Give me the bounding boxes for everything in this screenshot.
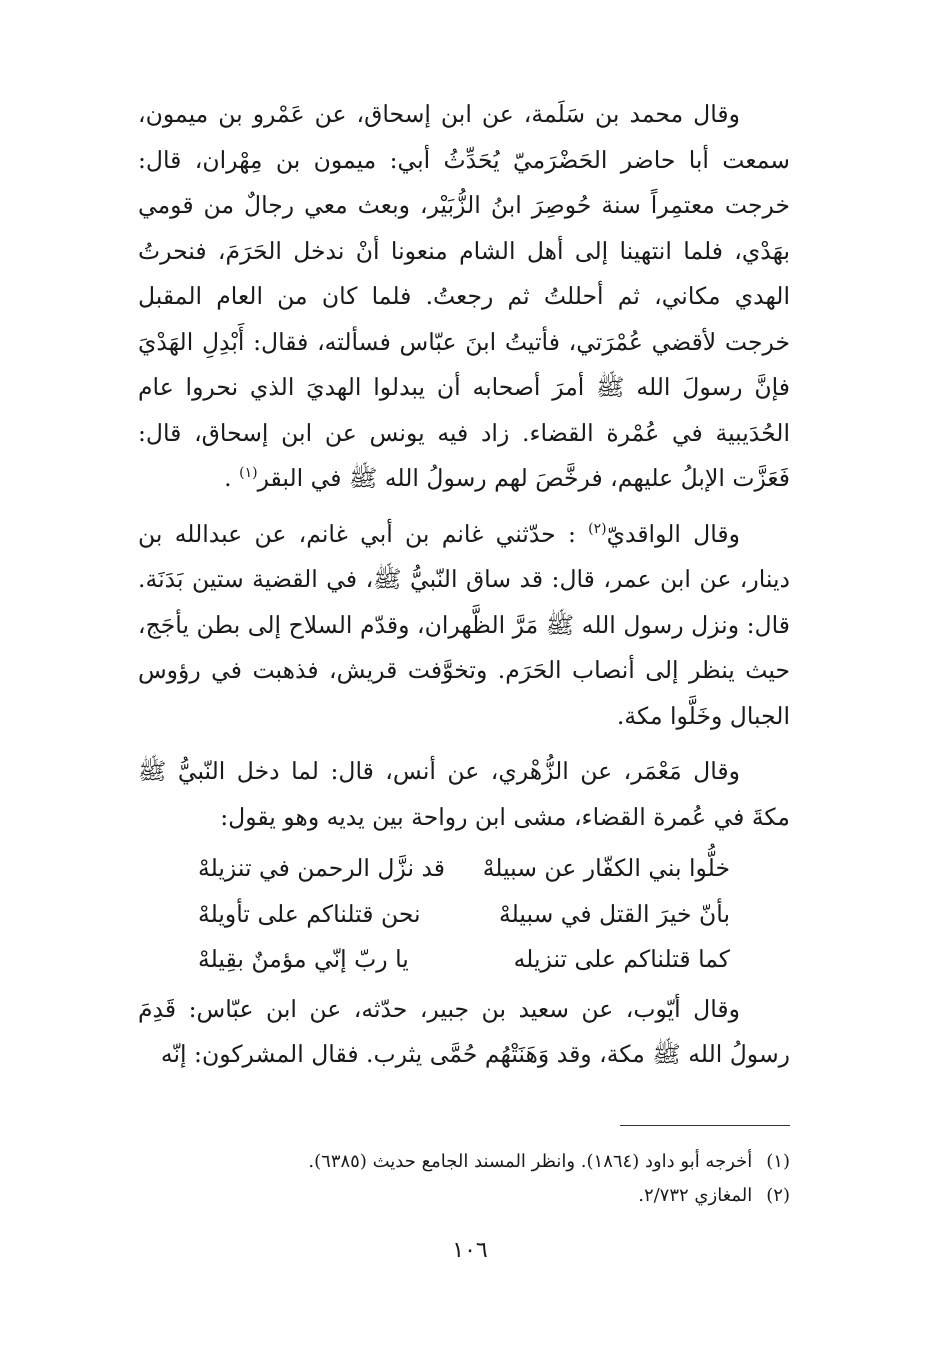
footnote-divider bbox=[620, 1125, 790, 1126]
main-text bbox=[138, 92, 790, 1088]
footnote-2 bbox=[138, 1179, 790, 1213]
verse-first-hemistich: خلُّوا بني الكفّار عن سبيلهْ bbox=[482, 854, 730, 882]
verse-second-hemistich: يا ربّ إنّي مؤمنٌ بقِيلهْ bbox=[198, 945, 409, 973]
poem-verse bbox=[198, 846, 730, 892]
footnote-text: أخرجه أبو داود (١٨٦٤). وانظر المسند الجامع حديث (٦٣٨٥). bbox=[308, 1151, 753, 1172]
page-number: ١٠٦ bbox=[452, 1238, 488, 1263]
verse-second-hemistich: قد نزَّل الرحمن في تنزيلهْ bbox=[198, 854, 446, 882]
footnotes bbox=[138, 1145, 790, 1213]
poem-verse bbox=[198, 892, 730, 938]
paragraph-4 bbox=[138, 987, 790, 1078]
verse-first-hemistich: بأنّ خيرَ القتل في سبيلهْ bbox=[499, 899, 730, 928]
poem bbox=[138, 846, 790, 983]
paragraph-3-text: وقال مَعْمَر، عن الزُّهْري، عن أنس، قال: لما دخل النّبيُّ ﷺ مكةَ في عُمرة القضاء، مشى ابن رواحة بين يديه وهو يقول: bbox=[138, 757, 790, 831]
paragraph-1-text: وقال محمد بن سَلَمة، عن ابن إسحاق، عن عَمْرو بن ميمون، سمعت أبا حاضر الحَضْرَميّ يُحَدِّثُ أبي: ميمون بن مِهْران، قال: خرجت معتمِراً سنة حُوصِرَ ابنُ الزُّبَيْر، وبعث معي رجالٌ من قومي بهَدْي، فلما انتهينا إلى أهل الشام منعونا أنْ ندخل الحَرَمَ، فنحرتُ الهدي مكاني، ثم أحللتُ ثم رجعتُ. فلما كان من العام المقبل خرجت لأقضي عُمْرَتي، فأتيتُ ابنَ عبّاس فسألته، فقال: أَبْدِلِ الهَدْيَ فإنَّ رسولَ الله ﷺ أمرَ أصحابه أن يبدلوا الهديَ الذي نحروا عام الحُدَيبية في عُمْرة القضاء. زاد فيه يونس عن ابن إسحاق، قال: فَعَزَّت الإبلُ عليهم، فرخَّصَ لهم رسولُ الله ﷺ في البقر bbox=[138, 100, 790, 492]
footnote-ref-2[interactable]: (٢) bbox=[588, 520, 607, 537]
paragraph-2 bbox=[138, 512, 790, 740]
footnote-number: (١) bbox=[766, 1151, 790, 1172]
paragraph-1 bbox=[138, 92, 790, 502]
verse-first-hemistich: كما قتلناكم على تنزيله bbox=[513, 945, 730, 973]
footnote-number: (٢) bbox=[766, 1185, 790, 1206]
paragraph-2-text: وقال الواقديّ bbox=[606, 519, 740, 548]
footnote-text: المغازي ٢/٧٣٢. bbox=[638, 1185, 753, 1206]
paragraph-1-tail: . bbox=[224, 464, 240, 492]
poem-verse bbox=[198, 937, 730, 983]
verse-second-hemistich: نحن قتلناكم على تأويلهْ bbox=[198, 899, 421, 928]
paragraph-2-tail: : حدّثني غانم بن أبي غانم، عن عبدالله بن دينار، عن ابن عمر، قال: قد ساق النّبيُّ ﷺ، في القضية ستين بَدَنَة. قال: ونزل رسول الله ﷺ مَرَّ الظَّهران، وقدّم السلاح إلى بطن يأجَج، حيث ينظر إلى أنصاب الحَرَم. وتخوَّفت قريش، فذهبت في رؤوس الجبال وخَلَّوا مكة. bbox=[138, 519, 790, 730]
paragraph-3 bbox=[138, 749, 790, 840]
footnote-1 bbox=[138, 1145, 790, 1179]
paragraph-4-text: وقال أيّوب، عن سعيد بن جبير، حدّثه، عن ابن عبّاس: قَدِمَ رسولُ الله ﷺ مكة، وقد وَهَنَتْهُم حُمَّى يثرب. فقال المشركون: إنّه bbox=[138, 994, 790, 1068]
footnote-ref-1[interactable]: (١) bbox=[239, 465, 258, 482]
